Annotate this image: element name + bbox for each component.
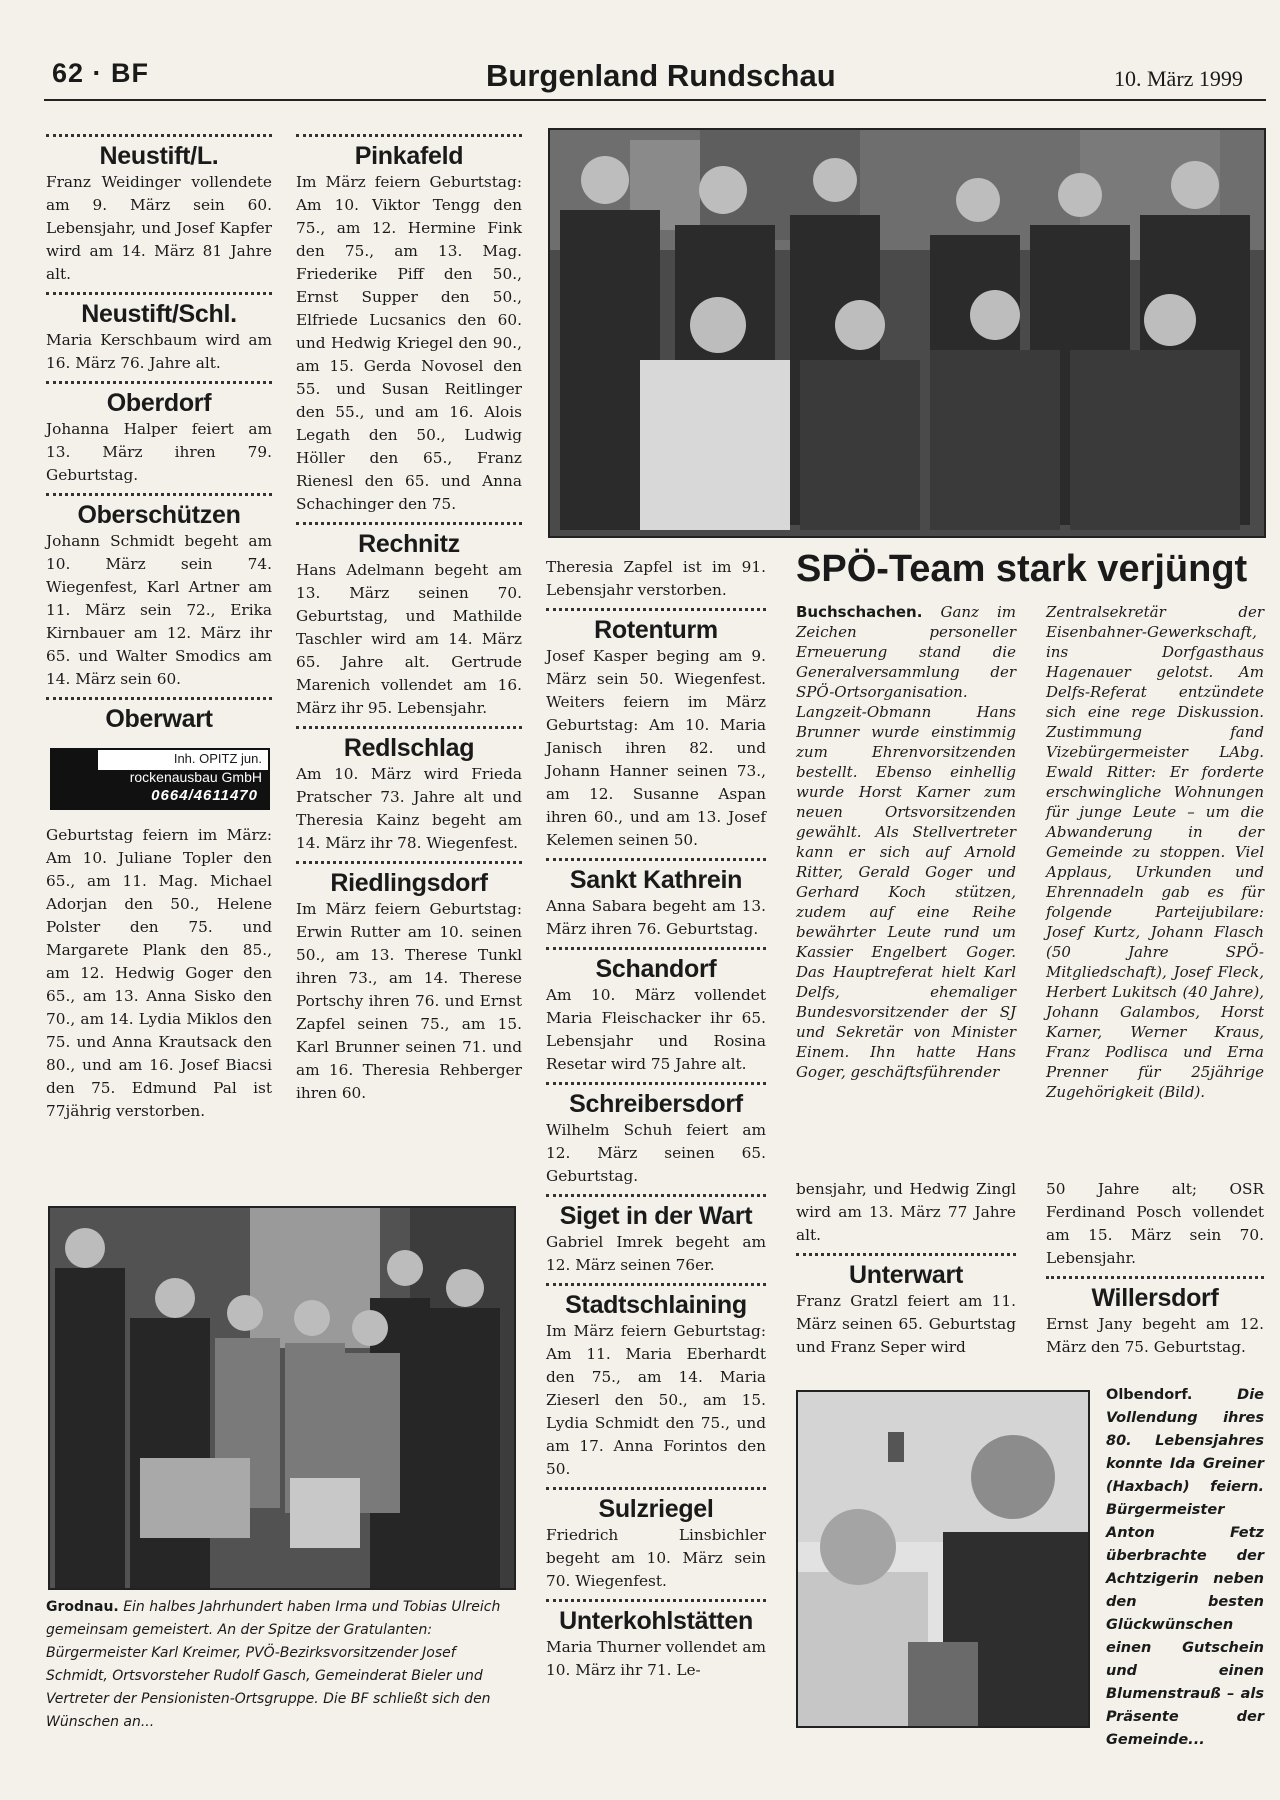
page-number: 62 · BF (52, 58, 150, 88)
caption-lead: Grodnau. (46, 1599, 119, 1615)
divider (46, 134, 272, 137)
column-4-lower (796, 1178, 1016, 1359)
divider (546, 1487, 766, 1490)
group-photo-spoe-team (548, 128, 1266, 538)
divider (46, 292, 272, 295)
column-5-lower (1046, 1178, 1264, 1359)
spoe-article-right (1046, 602, 1264, 1102)
article-heading: Redlschlag (343, 734, 475, 762)
article-heading: Pinkafeld (354, 142, 464, 170)
ad-company: rockenausbau GmbH (129, 769, 262, 785)
article-text: Johann Schmidt begeht am 10. März sein 74. Wiegenfest, Karl Artner am 11. März sein 72., Erika Kirnbauer am 12. März ihr 65. und Walter Smodics am 14. März sein 60. (46, 532, 272, 688)
article-text: Hans Adelmann begeht am 13. März seinen 70. Geburtstag, und Mathilde Taschler wird am 14. März 65. Jahre alt. Gertrude Marenich vollendet am 16. März ihr 95. Lebensjahr. (296, 561, 522, 717)
divider (296, 726, 522, 729)
article-heading: Oberdorf (106, 389, 212, 417)
issue-date: 10. März 1999 (1114, 66, 1243, 91)
article-text: Am 10. März vollendet Maria Fleischacker ihr 65. Lebensjahr und Rosina Resetar wird 75 Jahre alt. (546, 986, 766, 1073)
article-text: 50 Jahre alt; OSR Ferdinand Posch vollendet am 15. März sein 70. Lebensjahr. (1046, 1180, 1264, 1267)
article-heading: Sulzriegel (598, 1495, 714, 1523)
header-rule (44, 99, 1266, 101)
newspaper-title: Burgenland Rundschau (486, 58, 836, 93)
advertisement (50, 748, 270, 810)
caption-grodnau (46, 1596, 516, 1734)
article-heading: Riedlingsdorf (330, 869, 488, 897)
divider (46, 381, 272, 384)
ad-phone: 0664/4611470 (151, 787, 258, 804)
column-3 (546, 556, 766, 1682)
divider (1046, 1276, 1264, 1279)
article-heading: Neustift/L. (99, 142, 219, 170)
column-1 (46, 128, 272, 1123)
article-heading: Rechnitz (358, 530, 460, 558)
article-heading: Rotenturm (594, 616, 718, 644)
divider (296, 861, 522, 864)
spoe-article-left (796, 602, 1016, 1082)
article-text: Gabriel Imrek begeht am 12. März seinen 76er. (546, 1233, 766, 1274)
article-text: Im März feiern Geburtstag: Am 10. Viktor Tengg den 75., am 12. Hermine Fink den 75., am 13. Mag. Friederike Piff den 50., Ernst Supper den 50., Elfriede Lucsanics den 60. und Hedwig Kriegel den 90., am 15. Gerda Novosel den 55. und Susan Reitlinger den 55., und am 16. Alois Legath den 50., Ludwig Höller den 65., Franz Rienesl den 65. und Anna Schachinger den 75. (296, 173, 522, 513)
divider (546, 608, 766, 611)
article-heading: Stadtschlaining (565, 1291, 747, 1319)
article-text: Im März feiern Geburtstag: Erwin Rutter am 10. seinen 50., am 13. Therese Tunkl ihren 73., am 14. Therese Portschy ihren 76. und Ernst Zapfel seinen 75., am 15. Karl Brunner seinen 71. und am 16. Theresia Rehberger ihren 60. (296, 900, 522, 1102)
article-text: Josef Kasper beging am 9. März sein 50. Wiegenfest. Weiters feiern im März Geburtstag: Am 10. Maria Janisch ihren 82. und Johann Hanner seinen 73., am 12. Susanne Aspan ihren 60., und am 13. Josef Kelemen seinen 50. (546, 647, 766, 849)
article-text: Am 10. März wird Frieda Pratscher 73. Jahre alt und Theresia Kainz begeht am 14. März ihr 78. Wiegenfest. (296, 765, 522, 852)
divider (796, 1253, 1016, 1256)
article-heading: Sankt Kathrein (569, 866, 743, 894)
article-text: bensjahr, und Hedwig Zingl wird am 13. März 77 Jahre alt. (796, 1180, 1016, 1244)
article-text: Friedrich Linsbichler begeht am 10. März sein 70. Wiegenfest. (546, 1526, 766, 1590)
divider (296, 522, 522, 525)
spoe-text-left: Ganz im Zeichen personeller Erneuerung stand die Generalversammlung der SPÖ-Ortsorganisation. Langzeit-Obmann Hans Brunner wurde einstimmig zum Ehrenvorsitzenden bestellt. Ebenso einhellig wurde Horst Karner zum neuen Ortsvorsitzenden gewählt. Als Stellvertreter kann er sich auf Arnold Ritter, Gerald Goger und Gerhard Koch stützen, zudem auf eine Reihe bewährter Leute rund um Kassier Engelbert Goger. Das Hauptreferat hielt Karl Delfs, ehemaliger Bundesvorsitzender der SJ und Sekretär von Minister Einem. Ihn hatte Hans Goger, geschäftsführender (796, 603, 1016, 1081)
article-text: Theresia Zapfel ist im 91. Lebensjahr verstorben. (546, 558, 766, 599)
article-heading: Neustift/Schl. (81, 300, 237, 328)
article-text: Anna Sabara begeht am 13. März ihren 76. Geburtstag. (546, 897, 766, 938)
article-text: Ernst Jany begeht am 12. März den 75. Geburtstag. (1046, 1315, 1264, 1356)
divider (546, 1194, 766, 1197)
article-heading: Unterkohlstätten (559, 1607, 753, 1635)
caption-text: Ein halbes Jahrhundert haben Irma und Tobias Ulreich gemeinsam gemeistert. An der Spitze der Gratulanten: Bürgermeister Karl Kreimer, PVÖ-Bezirksvorsitzender Josef Schmidt, Ortsvorsteher Rudolf Gasch, Gemeinderat Bieler und Vertreter der Pensionisten-Ortsgruppe. Die BF schließt sich den Wünschen an... (46, 1599, 501, 1730)
article-text: Geburtstag feiern im März: Am 10. Juliane Topler den 65., am 11. Mag. Michael Adorjan den 50., Helene Polster den 75. und Margarete Plank den 85., am 12. Hedwig Goger den 65., am 13. Anna Sisko den 70., am 14. Lydia Miklos den 75. und Anna Krautsack den 80., und am 16. Josef Biacsi den 75. Edmund Pal ist 77jährig verstorben. (46, 826, 272, 1120)
divider (296, 134, 522, 137)
article-heading: Schandorf (595, 955, 717, 983)
column-2 (296, 128, 522, 1105)
spoe-headline: SPÖ-Team stark verjüngt (796, 548, 1248, 590)
spoe-lead: Buchschachen. (796, 603, 923, 621)
article-heading: Schreibersdorf (569, 1090, 743, 1118)
article-heading: Siget in der Wart (559, 1202, 753, 1230)
spoe-text-right: Zentralsekretär der Eisenbahner-Gewerkschaft, ins Dorfgasthaus Hagenauer gelotst. Am Delfs-Referat entzündete sich eine rege Diskussion. Zustimmung fand Vizebürgermeister LAbg. Ewald Ritter: Er forderte erschwingliche Wohnungen für junge Leute – um die Abwanderung in der Gemeinde zu stoppen. Viel Applaus, Urkunden und Ehrennadeln gab es für folgende Parteijubilare: Josef Kurtz, Johann Flasch (50 Jahre SPÖ-Mitgliedschaft), Josef Fleck, Herbert Lukitsch (40 Jahre), Johann Galambos, Horst Karner, Werner Kraus, Franz Podlisca und Erna Prenner für 25jährige Zugehörigkeit (Bild). (1046, 603, 1264, 1101)
article-heading: Oberschützen (77, 501, 241, 529)
article-text: Maria Thurner vollendet am 10. März ihr 71. Le- (546, 1638, 766, 1679)
photo-grodnau-anniversary (48, 1206, 516, 1590)
divider (546, 1599, 766, 1602)
article-text: Franz Gratzl feiert am 11. März seinen 65. Geburtstag und Franz Seper wird (796, 1292, 1016, 1356)
ad-owner: Inh. OPITZ jun. (173, 751, 262, 766)
article-heading: Unterwart (849, 1261, 963, 1289)
article-text: Johanna Halper feiert am 13. März ihren 79. Geburtstag. (46, 420, 272, 484)
divider (546, 947, 766, 950)
photo-olbendorf-birthday (796, 1390, 1090, 1728)
article-heading: Oberwart (105, 705, 213, 733)
divider (46, 493, 272, 496)
caption-olbendorf (1106, 1384, 1264, 1752)
article-heading: Willersdorf (1091, 1284, 1219, 1312)
divider (46, 697, 272, 700)
divider (546, 1082, 766, 1085)
article-text: Im März feiern Geburtstag: Am 11. Maria Eberhardt den 75., am 14. Maria Zieserl den 50., am 15. Lydia Schmidt den 75., und am 17. Anna Forintos den 50. (546, 1322, 766, 1478)
article-text: Wilhelm Schuh feiert am 12. März seinen 65. Geburtstag. (546, 1121, 766, 1185)
article-text: Maria Kerschbaum wird am 16. März 76. Jahre alt. (46, 331, 272, 372)
divider (546, 1283, 766, 1286)
divider (546, 858, 766, 861)
article-text: Franz Weidinger vollendete am 9. März sein 60. Lebensjahr, und Josef Kapfer wird am 14. März 81 Jahre alt. (46, 173, 272, 283)
caption-lead: Olbendorf. (1106, 1387, 1193, 1403)
caption-text: Die Vollendung ihres 80. Lebensjahres konnte Ida Greiner (Haxbach) feiern. Bürgermeister Anton Fetz überbrachte der Achtzigerin neben den besten Glückwünschen einen Gutschein und einen Blumenstrauß – als Präsente der Gemeinde... (1106, 1387, 1264, 1748)
